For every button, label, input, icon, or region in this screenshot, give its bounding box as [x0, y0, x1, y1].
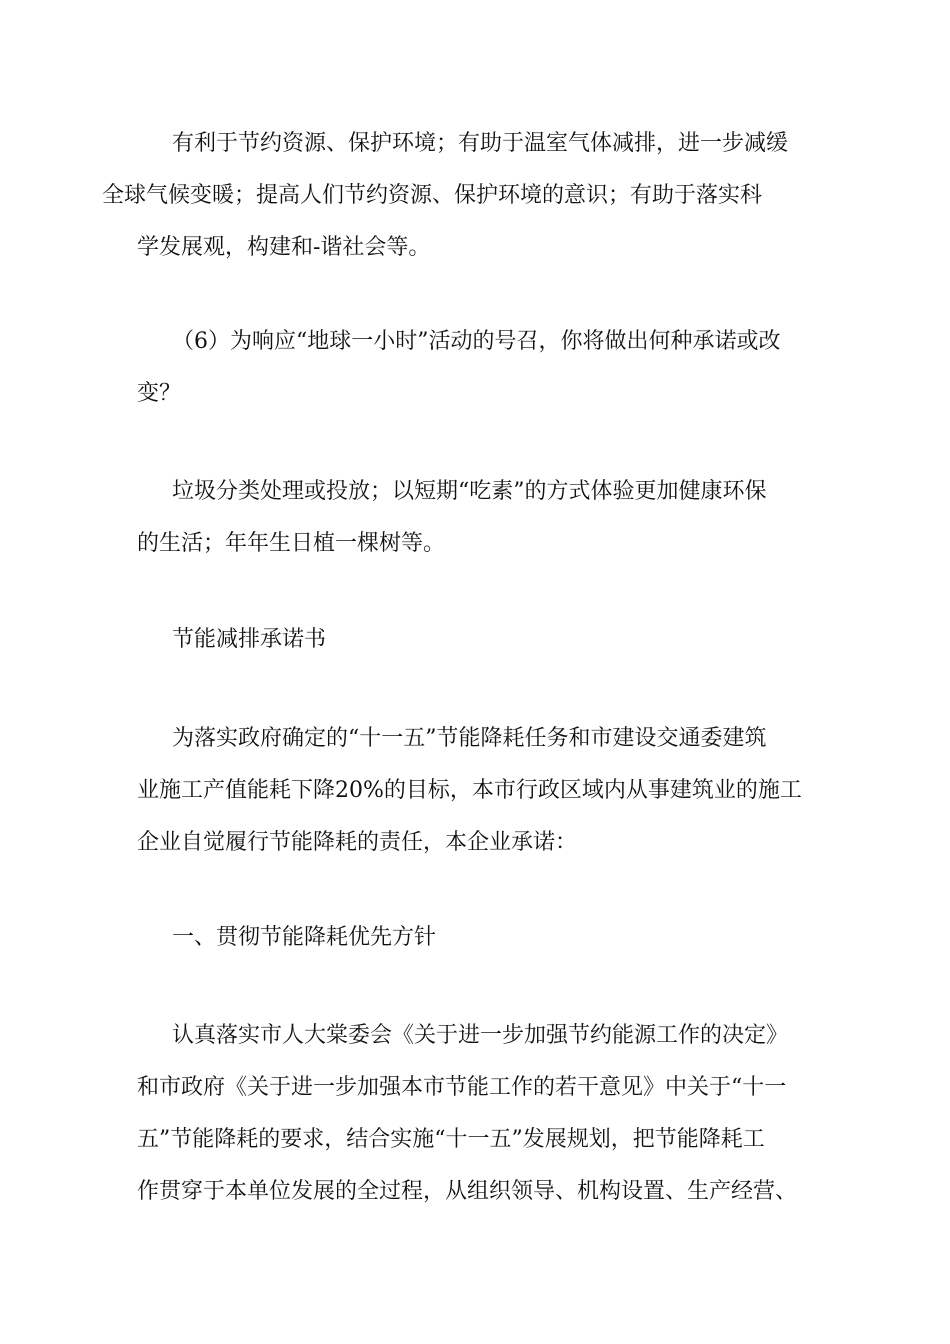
text-line: 和市政府《关于进一步加强本市节能工作的若干意见》中关于“十一: [137, 1075, 787, 1100]
text-line: 垃圾分类处理或投放；以短期“吃素”的方式体验更加健康环保: [172, 479, 767, 504]
text-line: 学发展观，构建和-谐社会等。: [137, 235, 431, 260]
text-line: 全球气候变暖；提高人们节约资源、保护环境的意识；有助于落实科: [102, 183, 763, 208]
text-line: 作贯穿于本单位发展的全过程，从组织领导、机构设置、生产经营、: [137, 1179, 798, 1204]
text-line: 五”节能降耗的要求，结合实施“十一五”发展规划，把节能降耗工: [137, 1127, 765, 1152]
text-line: （6）为响应“地球一小时”活动的号召，你将做出何种承诺或改: [172, 329, 781, 354]
text-line: 企业自觉履行节能降耗的责任，本企业承诺：: [137, 830, 578, 855]
text-line: 认真落实市人大棠委会《关于进一步加强节约能源工作的决定》: [172, 1023, 789, 1048]
text-line: 一、贯彻节能降耗优先方针: [172, 925, 437, 950]
text-line: 业施工产值能耗下降20%的目标，本市行政区域内从事建筑业的施工: [137, 778, 802, 803]
text-line: 的生活；年年生日植一棵树等。: [137, 531, 446, 556]
paragraph-answer-6: [137, 466, 821, 570]
text-line: 变？: [137, 381, 182, 406]
text-line: 为落实政府确定的“十一五”节能降耗任务和市建设交通委建筑: [172, 726, 767, 751]
paragraph-benefits: [102, 118, 821, 274]
section-heading-commitment: [137, 614, 821, 666]
section-heading-policy: [137, 912, 821, 964]
text-line: 有利于节约资源、保护环境；有助于温室气体减排，进一步减缓: [172, 131, 789, 156]
paragraph-commitment-intro: [137, 713, 821, 869]
paragraph-question-6: [137, 316, 821, 420]
text-line: 节能减排承诺书: [172, 627, 327, 652]
paragraph-policy-detail: [137, 1010, 821, 1218]
